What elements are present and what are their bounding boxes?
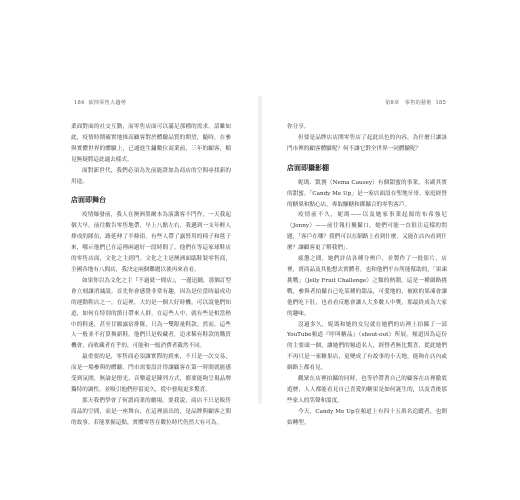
right-paragraphs-before-heading <box>287 122 447 155</box>
left-page-number: 184 <box>74 100 85 106</box>
body-paragraph: 今天，Candy Me Up在頻道上有四十五萬名追蹤者，也開始轉型。 <box>287 408 447 426</box>
section-heading-studio: 店面即攝影棚 <box>287 163 329 172</box>
body-paragraph: 妮瑪．凱賽（Nema Causey）有個甜蜜的事業，名副其實的甜蜜。「Candy Me Up」是一家店面設在聖地牙哥、家庭經營的糖果和點心店，專取賺糖和綁攝合的零售客戶。 <box>287 179 447 208</box>
body-paragraph: 疫情前不久，妮瑪——以及她家事業起源的布希強尼（Jonny）——前往報打擾攝口，她們可能一直很注這樣的問題，「客戶在哪？我們可以在網路上看到什麼，又能在店內看到什麼？讓顧客更了解我們」。 <box>287 212 447 252</box>
body-paragraph: 如果你以為文化之主『不過就一間店』，一邊迅鋪，那個訂型會立刻讓消滅說。首先你會感覺非常有趣，因為是位當時最成功的運動鞋店之一，在這裡，大約是一個大好時機，可以說他們知道，如何在特別的節日帶來人群。在這些人中，就有些是相當熱中的鞋迷，甚至甘願露宿排隊，只為一雙限量鞋款。然而，這些人一般並不打算換新鞋，他們只是收藏者，追求稀有鞋款的購買機會，而收藏者在乎的，可能和一般消費者截然不同。 <box>71 277 231 350</box>
right-page-body <box>287 122 447 429</box>
body-paragraph: 那天我們學會了何謂商業的劇場。要我說，商店不只是販售商品的空間，而是一座舞台，在這裡演出的，是品牌與顧客之間的故事。若能掌握這點，實體零售在數位時代仍然大有可為。 <box>71 397 231 426</box>
body-paragraph: 疫情爆發前，我人在澳洲墨爾本為演講客不門作，一天我起個大早，前往數告零售地帶，早上八點左右，我邁到一支年輕人排成的隊伍，路延伸了半條街。有些人帶了露營用的椅子和毯子來，哪示他們已在這裡兩過好一段時間了。他們在等這家球鞋店的零售店面，文化之主到門。文化之主是澳洲面臨鞋裝零售商，全國各地有八間店，我決定兩個難題以後再來看看。 <box>71 212 231 273</box>
right-paragraphs-after-heading <box>287 178 447 429</box>
left-paragraphs-before-heading <box>71 122 231 187</box>
right-page-number: 185 <box>435 100 446 106</box>
right-page <box>260 0 520 500</box>
body-paragraph: 你分享。 <box>287 124 310 130</box>
body-paragraph: 沒過多久，妮瑪和她的女兒就在她們的店裡上拍攝了一部YouTube頻道『呼叫糖品』（shout-out）所展。頻道因為這份的主要頭一個，讓她們的頻道名人，經營者無比驚喜，從此她們不再只是一家糖果店，更變成了有故事的小天地，能夠在店內或網路上都看見。 <box>287 321 447 372</box>
body-paragraph: 但要是品牌店店開零售店了起此出色的內容，為什麼只讓該門市裡的顧客體驗呢？何不讓它對全世界一同體驗呢？ <box>287 134 447 152</box>
right-running-header <box>385 99 448 106</box>
body-paragraph: 觀眾在店裡拍攝的同時，也等於帶著自己的顧客在店裡徹底遊歷，人人都能看見自己喜愛的糖果是如何誕生的，以及背後那些家人的笑聲和溫度。 <box>287 376 447 404</box>
body-paragraph: 業面對面的社交互動，而零售店面可以滿足那種的需求。話雖如此，疫情時期確實地推高顧客對於體驗品質的期望，隨時，在參與實體世界的體驗上，已通進生鏽數位商業前，三年的顧客，順見無疑將這此適去樣式。 <box>71 124 231 163</box>
body-paragraph: 面對新世代，我們必須為先前能證加為商店的空間尋找新的用途。 <box>71 167 231 185</box>
section-heading-stage: 店面即舞台 <box>71 196 106 205</box>
body-paragraph: 疲憊之間，她們評估各種分辨戶，並製作了一批影片，店裡，賣商品及其他想去實體者，也和他們平台所能幫助的，「果凍挑戰」（Jelly Fruit Challenge）之類的熱潮，這是一種網路挑戰，參與者拍攝自己吃某種的甜品，可愛地的，被欧的果凍會讓他們吃下肚，也看看反應會讓人大多數人中獎，那最終成為大家的趣味。 <box>287 256 447 317</box>
left-page-body <box>71 122 231 429</box>
body-paragraph: 最重要的是，零售商必須讓實際的到來，不只是一次交易，而是一場參與的體驗。門市需要設計得讓顧客在第一時間就能感受到氛圍，無論是燈光、音樂還是陳列方式，都要能夠呈現品牌獨特的調性，並吸引他們停留更久，從中發現更多驚喜。 <box>71 354 231 393</box>
right-chapter-title: 第8章 零售的藝術 <box>385 100 432 106</box>
left-book-title: 砍掉零售大趨勢 <box>88 100 127 106</box>
left-paragraphs-after-heading <box>71 210 231 428</box>
left-running-header <box>72 99 126 106</box>
